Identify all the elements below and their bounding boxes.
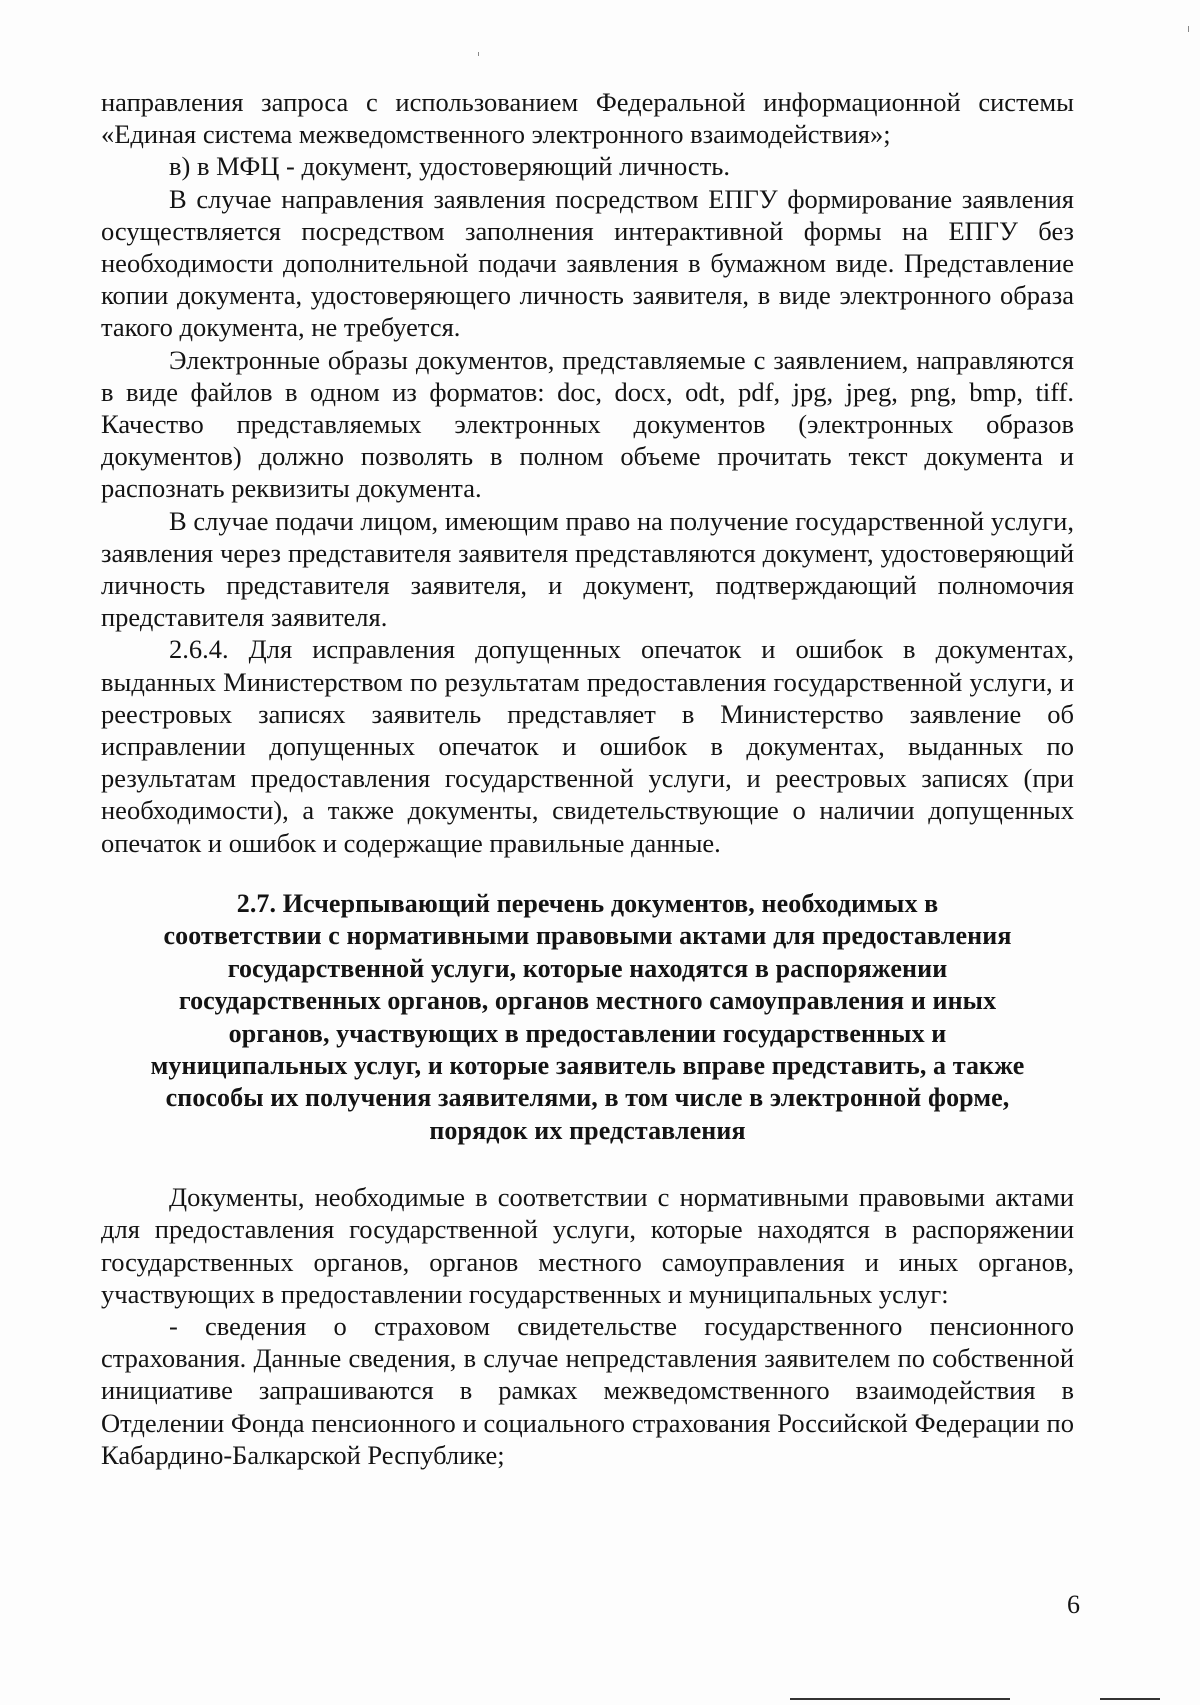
scan-edge-line [1100,1698,1160,1700]
heading-line: соответствии с нормативными правовыми актами для предоставления [163,921,1012,951]
heading-line: муниципальных услуг, и которые заявитель вправе представить, а также [150,1050,1025,1080]
paragraph-pension-insurance: - сведения о страховом свидетельстве государственного пенсионного страхования. Данные сведения, в случае непредставления заявителем по собственной инициативе запрашиваются в рамках межведомственного взаимодействия в Отделении Фонда пенсионного и социального страхования Российской Федерации по Кабардино-Балкарской Республике; [101,1310,1074,1470]
scan-speck [478,52,479,56]
heading-line: порядок их представления [429,1115,746,1145]
heading-line: 2.7. Исчерпывающий перечень документов, необходимых в [236,888,939,918]
paragraph-electronic-images: Электронные образы документов, представляемые с заявлением, направляются в виде файлов в одном из форматов: doc, docx, odt, pdf, jpg, jpeg, png, bmp, tiff. Качество представляемых электронных документов (электронных образов документов) должно позволять в полном объеме прочитать текст документа и распознать реквизиты документа. [101,344,1074,504]
paragraph-request-direction: направления запроса с использованием Федеральной информационной системы «Единая система межведомственного электронного взаимодействия»; [101,87,1074,150]
heading-line: государственных органов, органов местного самоуправления и иных [178,986,997,1016]
heading-line: государственной услуги, которые находятся в распоряжении [227,953,948,983]
page-number: 6 [1067,1590,1080,1619]
paragraph-documents-list-intro: Документы, необходимые в соответствии с нормативными правовыми актами для предоставления государственной услуги, которые находятся в распоряжении государственных органов, органов местного самоуправления и иных органов, участвующих в предоставлении государственных и муниципальных услуг: [101,1182,1074,1309]
scan-speck [1188,26,1189,32]
scan-edge-line [790,1698,1010,1700]
heading-line: способы их получения заявителями, в том числе в электронной форме, [165,1083,1010,1113]
paragraph-2-6-4: 2.6.4. Для исправления допущенных опечаток и ошибок в документах, выданных Министерством по результатам предоставления государственной услуги, и реестровых записях заявитель представляет в Министерство заявление об исправлении допущенных опечаток и ошибок в документах, выданных по результатам предоставления государственной услуги, и реестровых записях (при необходимости), а также документы, свидетельствующие о наличии допущенных опечаток и ошибок и содержащие правильные данные. [101,634,1074,858]
paragraph-representative: В случае подачи лицом, имеющим право на получение государственной услуги, заявления через представителя заявителя представляются документ, удостоверяющий личность представителя заявителя, и документ, подтверждающий полномочия представителя заявителя. [101,505,1074,633]
heading-line: органов, участвующих в предоставлении государственных и [228,1018,947,1048]
section-heading-2-7 [101,888,1074,1147]
page-content [101,86,1074,1471]
paragraph-mfc: в) в МФЦ - документ, удостоверяющий личность. [169,151,730,182]
paragraph-epgu: В случае направления заявления посредством ЕПГУ формирование заявления осуществляется посредством заполнения интерактивной формы на ЕПГУ без необходимости дополнительной подачи заявления в бумажном виде. Представление копии документа, удостоверяющего личность заявителя, в виде электронного образа такого документа, не требуется. [101,183,1074,343]
